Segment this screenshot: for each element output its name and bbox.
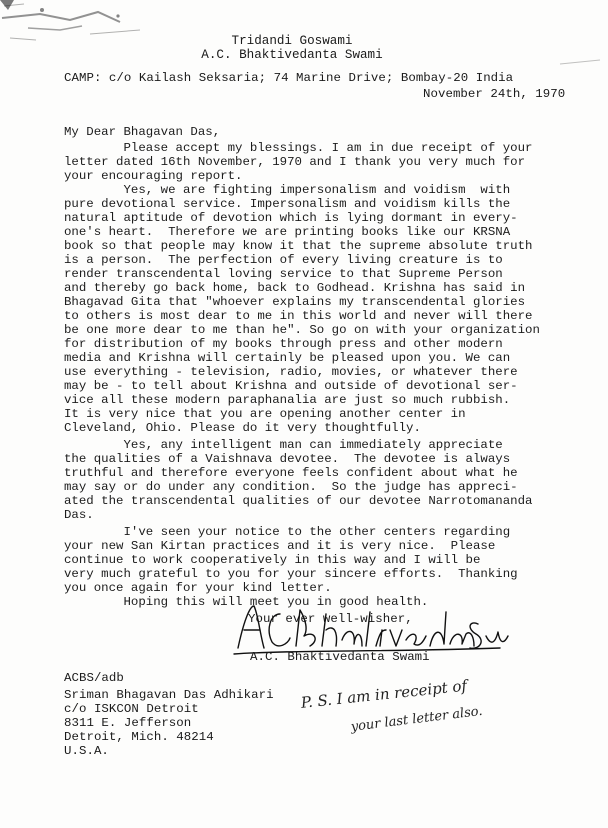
body-line: one's heart. Therefore we are printing books like our KRSNA xyxy=(64,225,511,239)
body-line: Das. xyxy=(64,508,94,522)
address-line: Detroit, Mich. 48214 xyxy=(64,730,214,744)
body-line: and thereby go back home, back to Godhead. Krishna has said in xyxy=(64,281,526,295)
body-line: Please accept my blessings. I am in due receipt of your xyxy=(64,141,533,155)
body-line: truthful and therefore everyone feels confident about what he xyxy=(64,466,518,480)
body-line: Bhagavad Gita that "whoever explains my transcendental glories xyxy=(64,295,526,309)
body-line: vice all these modern paraphanalia are just so much rubbish. xyxy=(64,393,511,407)
body-line: Yes, any intelligent man can immediately appreciate xyxy=(64,438,503,452)
closing: Your ever well-wisher, xyxy=(248,612,413,626)
body-line: your encouraging report. xyxy=(64,169,243,183)
body-line: It is very nice that you are opening another center in xyxy=(64,407,466,421)
postscript-line: your last letter also. xyxy=(350,703,484,735)
body-line: may be - to tell about Krishna and outside of devotional ser- xyxy=(64,379,518,393)
letter-date: November 24th, 1970 xyxy=(423,87,566,101)
body-line: continue to work cooperatively in this way and I will be xyxy=(64,553,481,567)
address-line: Sriman Bhagavan Das Adhikari xyxy=(64,688,274,702)
body-line: is a person. The perfection of every living creature is to xyxy=(64,253,503,267)
body-line: letter dated 16th November, 1970 and I thank you very much for xyxy=(64,155,526,169)
body-line: Cleveland, Ohio. Please do it very thoughtfully. xyxy=(64,421,421,435)
body-line: Yes, we are fighting impersonalism and voidism with xyxy=(64,183,511,197)
letterhead-camp-address: CAMP: c/o Kailash Seksaria; 74 Marine Drive; Bombay-20 India xyxy=(64,71,514,85)
body-line: for distribution of my books through press and other modern xyxy=(64,337,503,351)
body-line: use everything - television, radio, movies, or whatever there xyxy=(64,365,518,379)
body-line: may say or do under any condition. So the judge has appreci- xyxy=(64,480,518,494)
body-line: the qualities of a Vaishnava devotee. The devotee is always xyxy=(64,452,511,466)
body-line: your new San Kirtan practices and it is very nice. Please xyxy=(64,539,496,553)
body-line: to others is most dear to me in this world and never will there xyxy=(64,309,533,323)
body-line: Hoping this will meet you in good health. xyxy=(64,595,429,609)
body-line: be one more dear to me than he". So go on with your organization xyxy=(64,323,540,337)
salutation: My Dear Bhagavan Das, xyxy=(64,125,221,139)
letterhead-title: Tridandi Goswami xyxy=(231,34,353,48)
body-line: ated the transcendental qualities of our devotee Narrotomananda xyxy=(64,494,533,508)
body-line: media and Krishna will certainly be pleased upon you. We can xyxy=(64,351,511,365)
address-line: U.S.A. xyxy=(64,744,109,758)
body-line: I've seen your notice to the other centers regarding xyxy=(64,525,511,539)
body-line: book so that people may know it that the supreme absolute truth xyxy=(64,239,533,253)
reference-initials: ACBS/adb xyxy=(64,671,124,685)
body-line: pure devotional service. Impersonalism and voidism kills the xyxy=(64,197,511,211)
letterhead-name: A.C. Bhaktivedanta Swami xyxy=(201,48,383,62)
address-line: 8311 E. Jefferson xyxy=(64,716,192,730)
address-line: c/o ISKCON Detroit xyxy=(64,702,199,716)
body-line: render transcendental loving service to that Supreme Person xyxy=(64,267,503,281)
typed-signature-name: A.C. Bhaktivedanta Swami xyxy=(250,650,430,664)
postscript-line: P. S. I am in receipt of xyxy=(300,676,468,712)
body-line: very much grateful to you for your sincere efforts. Thanking xyxy=(64,567,518,581)
body-line: natural aptitude of devotion which is lying dormant in every- xyxy=(64,211,518,225)
body-line: you once again for your kind letter. xyxy=(64,581,332,595)
